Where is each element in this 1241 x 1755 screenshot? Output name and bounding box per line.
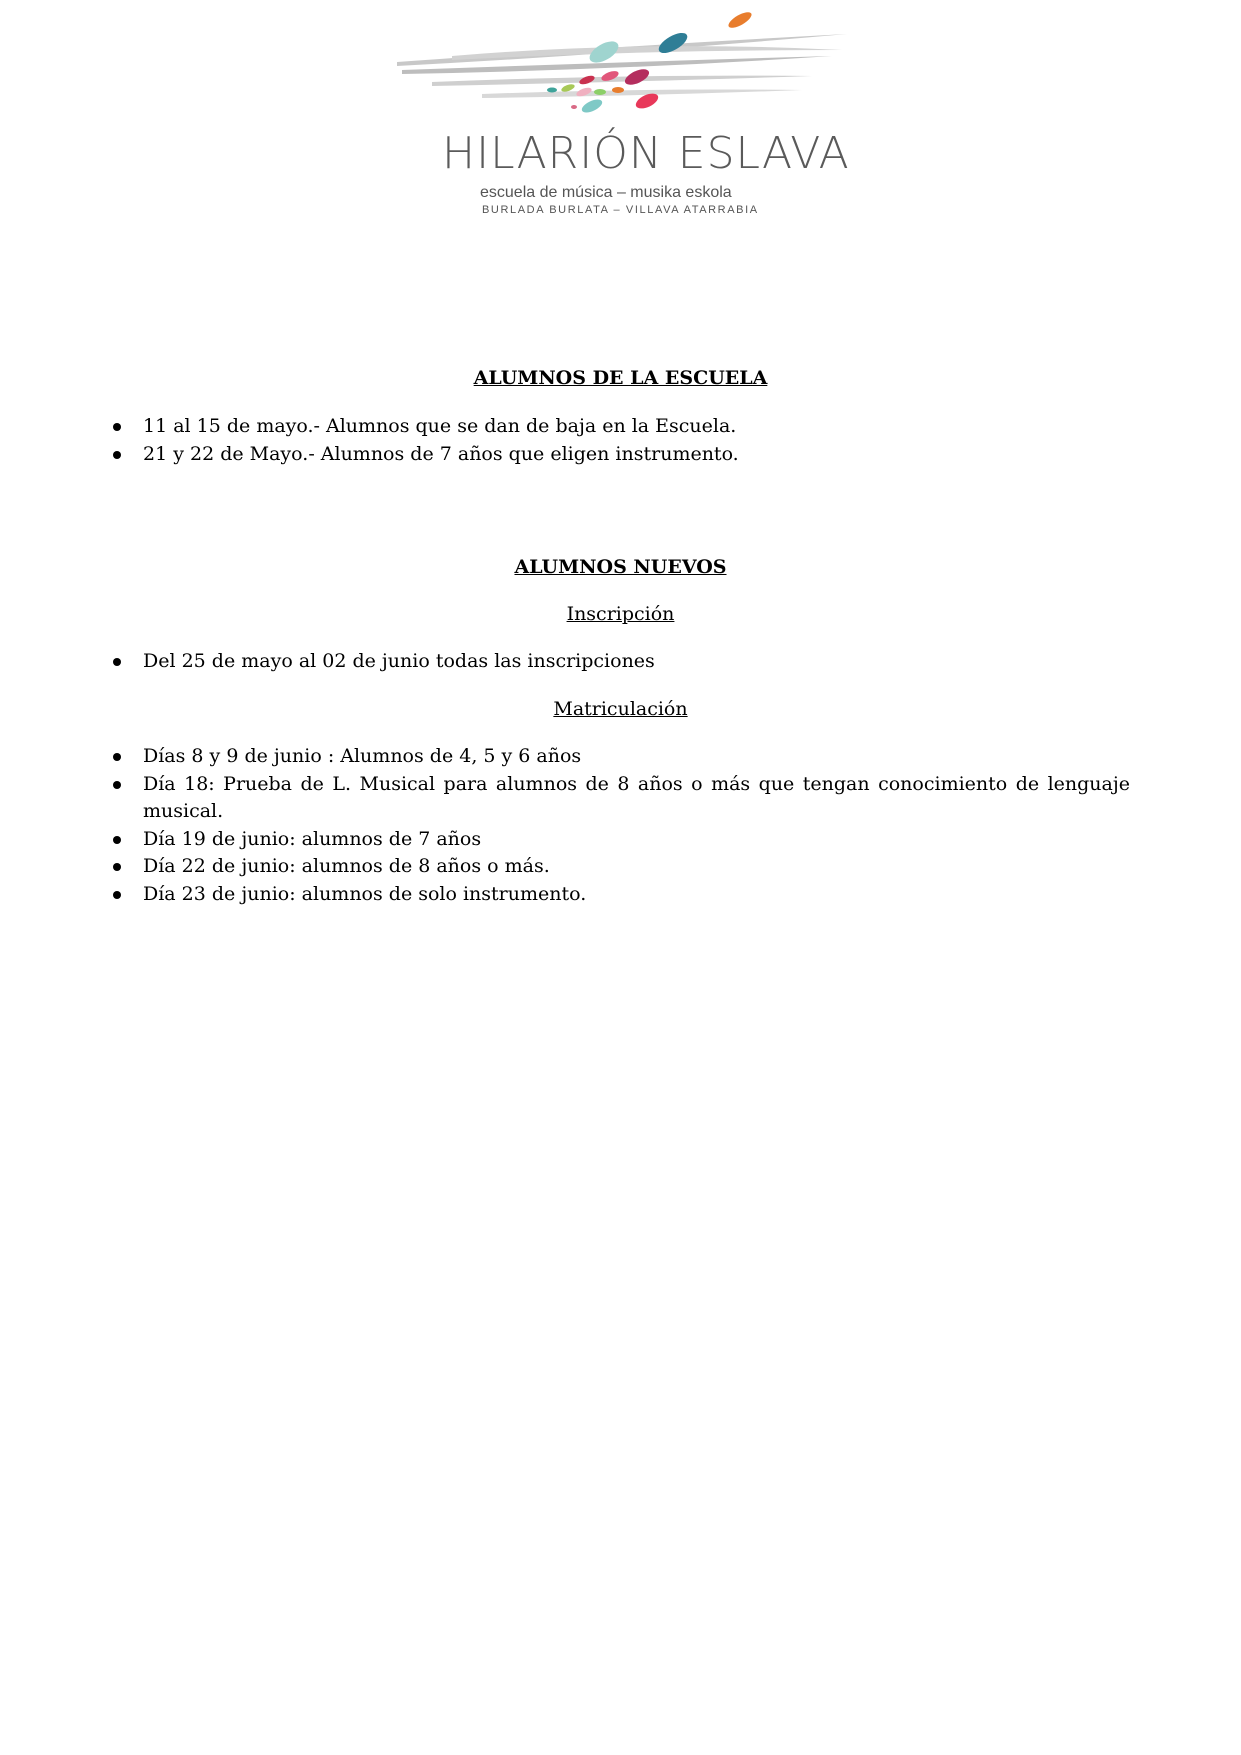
new-students-heading: ALUMNOS NUEVOS: [514, 556, 727, 578]
school-students-list: [110, 413, 1130, 468]
list-item: Día 23 de junio: alumnos de solo instrumento.: [110, 881, 1130, 909]
inscription-subheading: Inscripción: [566, 603, 675, 625]
inscription-list: [110, 648, 1130, 676]
music-staff-logo-icon: [392, 10, 852, 130]
list-item: Día 18: Prueba de L. Musical para alumnos de 8 años o más que tengan conocimiento de lenguaje musical.: [110, 771, 1130, 826]
list-item: Día 19 de junio: alumnos de 7 años: [110, 826, 1130, 854]
school-logo: [392, 10, 852, 220]
logo-subtitle: escuela de música – musika eskola: [480, 184, 732, 201]
list-item: Días 8 y 9 de junio : Alumnos de 4, 5 y 6 años: [110, 743, 1130, 771]
logo-name: HILARIÓN ESLAVA: [442, 128, 850, 179]
enrollment-subheading: Matriculación: [553, 698, 688, 720]
list-item: 21 y 22 de Mayo.- Alumnos de 7 años que eligen instrumento.: [110, 441, 1130, 469]
school-students-heading: ALUMNOS DE LA ESCUELA: [473, 367, 768, 389]
enrollment-list: [110, 743, 1130, 908]
list-item: Del 25 de mayo al 02 de junio todas las inscripciones: [110, 648, 1130, 676]
list-item: 11 al 15 de mayo.- Alumnos que se dan de baja en la Escuela.: [110, 413, 1130, 441]
logo-locations: BURLADA BURLATA – VILLAVA ATARRABIA: [482, 204, 759, 216]
list-item: Día 22 de junio: alumnos de 8 años o más.: [110, 853, 1130, 881]
